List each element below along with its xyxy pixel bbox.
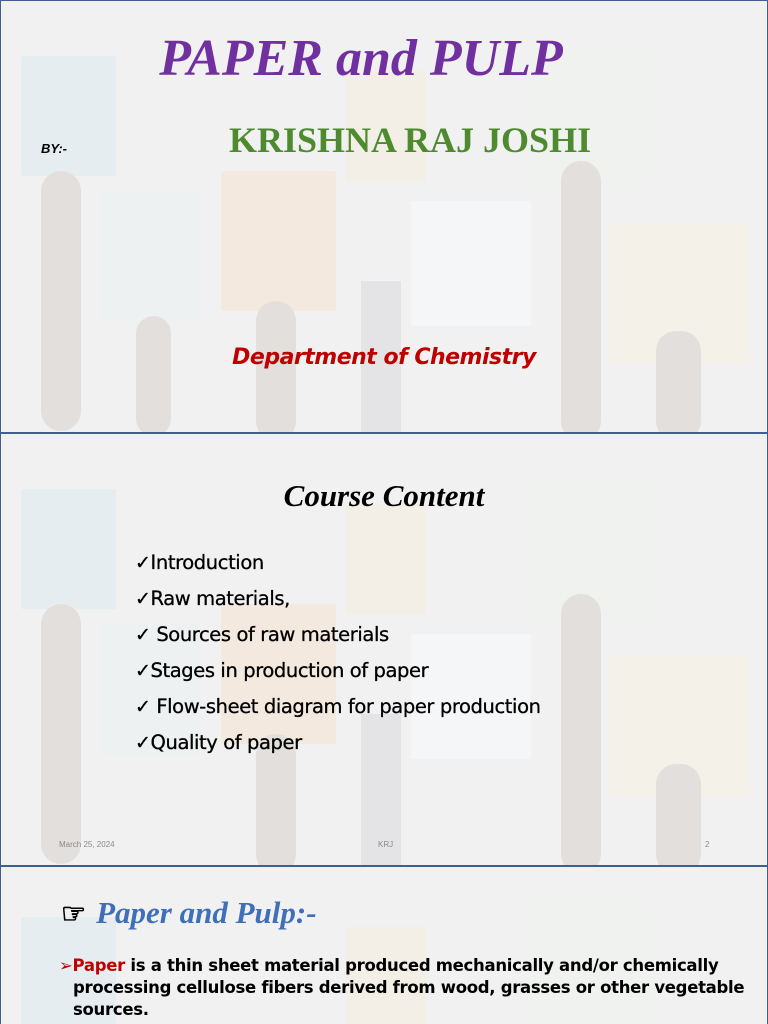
footer-page-number: 2 [705, 840, 710, 849]
footer-author: KRJ [378, 840, 394, 849]
check-icon: ✓ [135, 660, 151, 682]
section-heading [61, 895, 317, 931]
presentation-title: PAPER and PULP [159, 30, 563, 87]
list-item-label: Introduction [150, 551, 264, 574]
section-heading-text: Paper and Pulp:- [96, 895, 317, 930]
by-label: BY:- [41, 141, 67, 156]
list-item [135, 584, 541, 620]
list-item-label: Raw materials, [150, 587, 290, 610]
list-item-label: Flow-sheet diagram for paper production [150, 695, 541, 718]
list-item-label: Sources of raw materials [150, 623, 389, 646]
list-item [135, 548, 541, 584]
paragraph-line-1: is a thin sheet material produced mechanically and/or chemically [124, 956, 719, 975]
arrow-bullet-icon: ➢ [59, 956, 73, 975]
title-slide [1, 1, 767, 432]
check-icon: ✓ [135, 696, 151, 718]
pointing-hand-icon: ☞ [61, 899, 87, 930]
list-item [135, 620, 541, 656]
check-icon: ✓ [135, 588, 151, 610]
list-item [135, 656, 541, 692]
check-icon: ✓ [135, 624, 151, 646]
list-item-label: Stages in production of paper [150, 659, 429, 682]
list-item [135, 692, 541, 728]
check-icon: ✓ [135, 552, 151, 574]
author-name: KRISHNA RAJ JOSHI [229, 120, 592, 160]
check-icon: ✓ [135, 732, 151, 754]
definition-paragraph [59, 955, 749, 1021]
footer-date: March 25, 2024 [59, 840, 115, 849]
paragraph-line-2: processing cellulose fibers derived from wood, grasses or other vegetable [73, 978, 745, 997]
course-content-slide [1, 434, 767, 865]
course-content-list [135, 548, 541, 764]
paper-keyword: Paper [72, 956, 125, 975]
course-content-title: Course Content [283, 478, 485, 513]
list-item-label: Quality of paper [150, 731, 302, 754]
paragraph-line-3: sources. [73, 1000, 149, 1019]
paper-and-pulp-slide [1, 867, 767, 1024]
list-item [135, 728, 541, 764]
department-name: Department of Chemistry [232, 345, 536, 370]
